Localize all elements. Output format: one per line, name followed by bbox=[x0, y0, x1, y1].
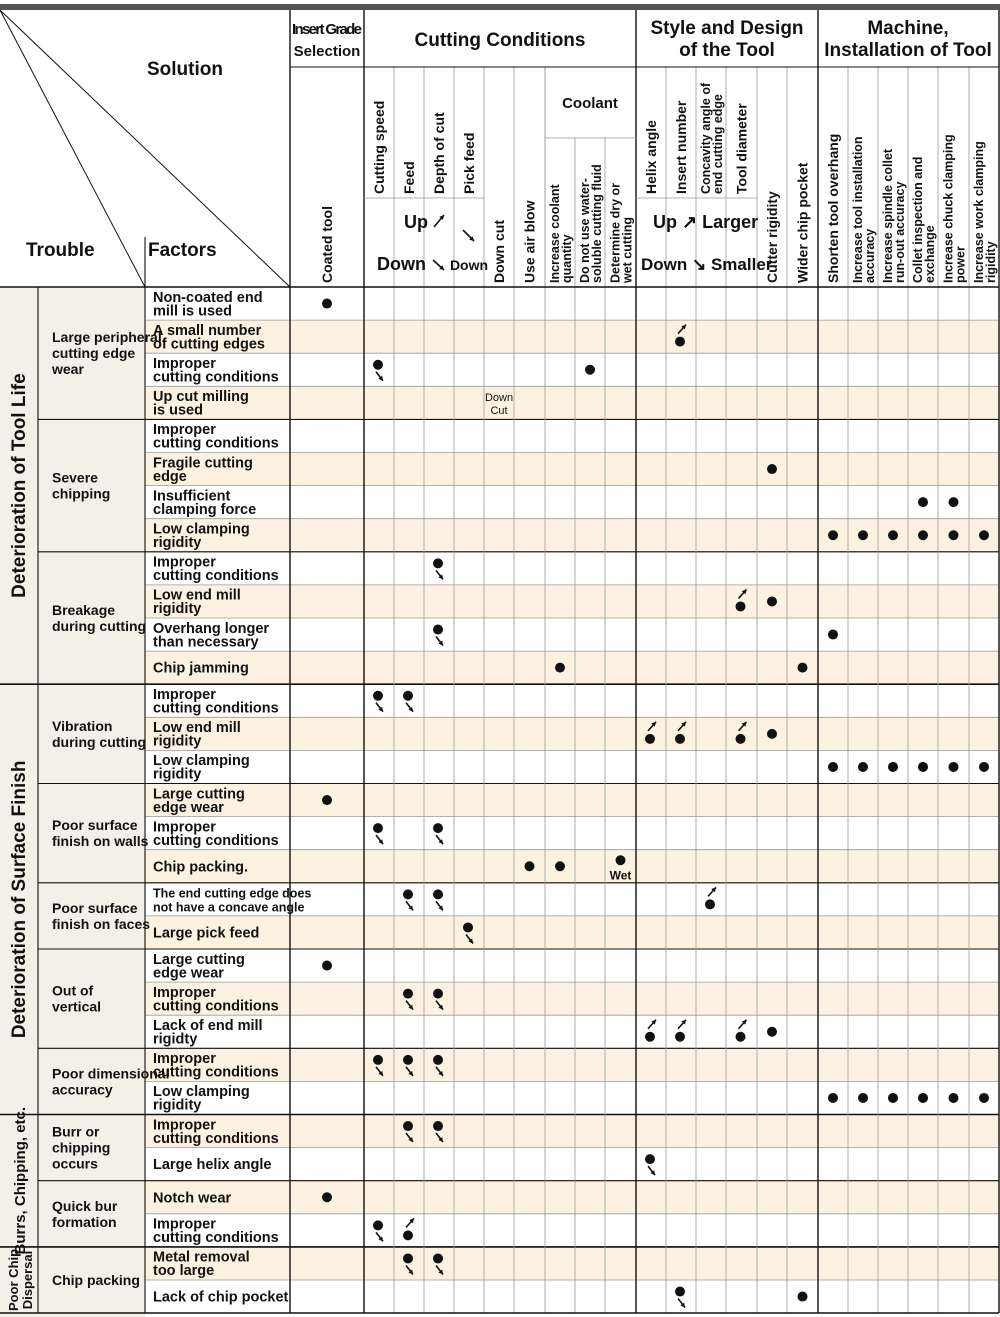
factor-label: Improper bbox=[153, 687, 216, 703]
mark-dot bbox=[616, 855, 626, 865]
category-label: Poor Chip bbox=[6, 1248, 21, 1312]
column-header: Feed bbox=[401, 161, 417, 194]
mark-dot bbox=[949, 530, 959, 540]
trouble-name: finish on walls bbox=[52, 833, 149, 850]
column-header: quantity bbox=[560, 234, 574, 283]
mark-note: Down bbox=[484, 391, 514, 404]
column-header: Increase coolant bbox=[548, 184, 562, 283]
factor-label: cutting conditions bbox=[153, 700, 279, 717]
factor-label: A small number bbox=[153, 322, 262, 339]
factor-label: cutting conditions bbox=[153, 369, 279, 386]
mark-down-dot bbox=[645, 1154, 655, 1164]
trouble-label: Trouble bbox=[26, 240, 95, 261]
row-band bbox=[145, 386, 1000, 419]
factor-label: Improper bbox=[153, 819, 216, 836]
mark-dot bbox=[888, 762, 898, 772]
mark-down-dot bbox=[433, 1121, 443, 1131]
down-label: Down bbox=[377, 254, 426, 274]
category-label: Deterioration of Tool Life bbox=[9, 373, 30, 598]
mark-dot bbox=[828, 1093, 838, 1103]
mark-dot bbox=[828, 762, 838, 772]
factor-label: edge bbox=[153, 468, 187, 485]
trouble-name: formation bbox=[52, 1213, 117, 1230]
column-header: Wider chip pocket bbox=[794, 162, 811, 283]
group-title: Insert Grade bbox=[292, 21, 362, 38]
mark-dot bbox=[322, 299, 332, 309]
factor-label: Fragile cutting bbox=[153, 455, 253, 472]
category-label: Deterioration of Surface Finish bbox=[9, 760, 30, 1039]
trouble-name: Burr or bbox=[52, 1123, 100, 1140]
trouble-name: Poor surface bbox=[52, 899, 138, 916]
mark-down-dot bbox=[373, 823, 383, 833]
factor-label: Low clamping bbox=[153, 1084, 250, 1101]
factor-label: cutting conditions bbox=[153, 998, 279, 1015]
mark-down-dot bbox=[373, 691, 383, 701]
mark-dot bbox=[555, 663, 565, 673]
column-header: Collet inspection and bbox=[911, 156, 925, 283]
mark-dot bbox=[918, 762, 928, 772]
column-header: wet cutting bbox=[620, 217, 635, 283]
mark-dot bbox=[979, 1093, 989, 1103]
row-band bbox=[145, 850, 1000, 883]
mark-up-dot bbox=[736, 734, 746, 744]
trouble-name: during cutting bbox=[52, 618, 147, 634]
factor-label: rigidity bbox=[153, 1097, 202, 1114]
factor-label: Improper bbox=[153, 1117, 216, 1134]
column-header: Helix angle bbox=[643, 120, 659, 194]
factor-label: Large helix angle bbox=[153, 1157, 272, 1174]
mark-down-dot bbox=[373, 1220, 383, 1230]
trouble-name: Vibration bbox=[52, 717, 113, 734]
column-header: Depth of cut bbox=[431, 112, 447, 194]
mark-dot bbox=[828, 530, 838, 540]
factor-label: rigidity bbox=[153, 535, 202, 551]
factor-label: Chip packing. bbox=[153, 859, 249, 876]
column-header: Determine dry or bbox=[608, 182, 623, 283]
mark-dot bbox=[918, 1093, 928, 1103]
factor-label: not have a concave angle bbox=[153, 900, 305, 915]
mark-up-dot bbox=[705, 899, 715, 909]
column-header: Increase tool installation bbox=[851, 136, 865, 283]
mark-up-dot bbox=[736, 1032, 746, 1042]
factor-label: Low end mill bbox=[153, 720, 241, 737]
mark-up-dot bbox=[645, 734, 655, 744]
mark-up-dot bbox=[675, 337, 685, 347]
factor-label: Metal removal bbox=[153, 1249, 250, 1266]
trouble-name: Quick bur bbox=[52, 1197, 118, 1214]
factor-label: cutting conditions bbox=[153, 435, 279, 452]
row-band bbox=[145, 717, 1000, 750]
column-header: Coated tool bbox=[319, 206, 335, 283]
mark-down-dot bbox=[403, 989, 413, 999]
mark-dot bbox=[767, 464, 777, 474]
mark-dot bbox=[525, 861, 535, 871]
trouble-name: Poor surface bbox=[52, 817, 138, 834]
column-header: Cutting speed bbox=[371, 100, 387, 194]
mark-dot bbox=[918, 530, 928, 540]
mark-dot bbox=[888, 530, 898, 540]
row-band bbox=[145, 320, 1000, 353]
row-band bbox=[145, 585, 1000, 618]
trouble-name: accuracy bbox=[52, 1081, 113, 1098]
mark-dot bbox=[858, 1093, 868, 1103]
mark-up-dot bbox=[645, 1032, 655, 1042]
pick-down-label: Down bbox=[449, 257, 489, 273]
column-header: exchange bbox=[923, 225, 937, 283]
mark-dot bbox=[949, 1093, 959, 1103]
trouble-name: chipping bbox=[52, 1139, 111, 1156]
mark-down-dot bbox=[433, 989, 443, 999]
factor-label: Up cut milling bbox=[153, 389, 249, 406]
column-header: end cutting edge bbox=[711, 94, 725, 194]
factor-label: rigidity bbox=[153, 601, 202, 618]
mark-down-dot bbox=[433, 1055, 443, 1065]
trouble-name: vertical bbox=[52, 998, 102, 1015]
mark-down-dot bbox=[433, 823, 443, 833]
mark-dot bbox=[979, 762, 989, 772]
group-title: of the Tool bbox=[679, 40, 775, 61]
column-header: Pick feed bbox=[461, 132, 477, 194]
mark-dot bbox=[585, 365, 595, 375]
factor-label: Improper bbox=[153, 984, 216, 1001]
factor-label: Low end mill bbox=[153, 587, 241, 604]
mark-dot bbox=[322, 961, 332, 971]
coolant-label: Coolant bbox=[562, 95, 618, 112]
mark-down-dot bbox=[433, 625, 443, 635]
factor-label: cutting conditions bbox=[153, 1230, 279, 1247]
trouble-name: during cutting bbox=[52, 733, 147, 750]
trouble-name: Breakage bbox=[52, 602, 116, 618]
mark-dot bbox=[767, 596, 777, 606]
group-title: Machine, bbox=[867, 18, 949, 39]
mark-down-dot bbox=[433, 1253, 443, 1263]
mark-dot bbox=[798, 663, 808, 673]
factor-label: than necessary bbox=[153, 634, 259, 651]
mark-up-dot bbox=[403, 1230, 413, 1240]
trouble-name: Out of bbox=[52, 982, 94, 999]
column-header: Insert number bbox=[673, 100, 689, 194]
factor-label: is used bbox=[153, 402, 203, 419]
factor-label: Improper bbox=[153, 1051, 216, 1068]
factor-label: Large cutting bbox=[153, 786, 245, 803]
column-header: Concavity angle of bbox=[699, 82, 713, 194]
factor-label: mill is used bbox=[153, 303, 232, 320]
column-header: Tool diameter bbox=[733, 103, 750, 194]
row-band bbox=[145, 1247, 1000, 1280]
top-bar bbox=[0, 4, 1000, 10]
factor-label: too large bbox=[153, 1263, 215, 1280]
trouble-name: Poor dimensional bbox=[52, 1065, 170, 1082]
mark-dot bbox=[798, 1292, 808, 1302]
mark-dot bbox=[767, 729, 777, 739]
column-header: Shorten tool overhang bbox=[825, 133, 841, 283]
mark-note: Wet bbox=[609, 868, 632, 883]
mark-dot bbox=[949, 497, 959, 507]
mark-down-dot bbox=[403, 1253, 413, 1263]
mark-note: Cut bbox=[490, 404, 508, 417]
mark-down-dot bbox=[403, 691, 413, 701]
mark-down-dot bbox=[433, 889, 443, 899]
column-header: Increase spindle collet bbox=[881, 148, 895, 283]
column-header: power bbox=[953, 246, 968, 283]
factor-label: Overhang longer bbox=[153, 620, 270, 637]
mark-down-dot bbox=[675, 1287, 685, 1297]
column-header: Down cut bbox=[491, 220, 507, 283]
mark-up-dot bbox=[675, 1032, 685, 1042]
row-band bbox=[145, 916, 1000, 949]
trouble-name: Chip packing bbox=[52, 1272, 140, 1288]
column-header: Do not use water- bbox=[578, 178, 592, 283]
factor-label: The end cutting edge does bbox=[153, 886, 312, 901]
group-title: Installation of Tool bbox=[824, 40, 992, 61]
factor-label: rigidity bbox=[153, 766, 202, 783]
factor-label: Non-coated end bbox=[153, 289, 263, 306]
row-band bbox=[145, 1181, 1000, 1214]
mark-dot bbox=[858, 762, 868, 772]
factor-label: clamping force bbox=[153, 501, 257, 518]
mark-dot bbox=[979, 530, 989, 540]
factor-label: Improper bbox=[153, 422, 216, 439]
mark-dot bbox=[555, 861, 565, 871]
trouble-name: Severe bbox=[52, 469, 98, 486]
factor-label: Improper bbox=[153, 554, 216, 571]
factor-label: of cutting edges bbox=[153, 336, 265, 353]
factor-label: cutting conditions bbox=[153, 832, 279, 849]
factor-label: Low clamping bbox=[153, 753, 250, 770]
group-title: Style and Design bbox=[650, 18, 804, 39]
column-header: soluble cutting fluid bbox=[590, 164, 604, 283]
row-band bbox=[145, 519, 1000, 552]
factors-label: Factors bbox=[148, 240, 217, 261]
mark-dot bbox=[858, 530, 868, 540]
up-label: Up bbox=[404, 212, 428, 232]
trouble-name: chipping bbox=[52, 485, 111, 502]
mark-down-dot bbox=[373, 360, 383, 370]
factor-label: cutting conditions bbox=[153, 1064, 279, 1081]
factor-label: edge wear bbox=[153, 965, 224, 982]
factor-label: Lack of end mill bbox=[153, 1018, 263, 1034]
group-title: Selection bbox=[293, 43, 361, 60]
column-header: accuracy bbox=[863, 228, 877, 283]
factor-label: Notch wear bbox=[153, 1190, 232, 1207]
mark-dot bbox=[322, 795, 332, 805]
factor-label: edge wear bbox=[153, 799, 224, 816]
trouble-name: wear bbox=[52, 361, 84, 378]
factor-label: Improper bbox=[153, 1216, 216, 1233]
mark-dot bbox=[828, 630, 838, 640]
factor-label: rigidty bbox=[153, 1031, 198, 1048]
factor-label: Large pick feed bbox=[153, 925, 260, 942]
column-header: Increase work clamping bbox=[972, 141, 986, 283]
factor-label: rigidity bbox=[153, 733, 202, 750]
trouble-name: cutting edge bbox=[52, 345, 136, 362]
trouble-name: occurs bbox=[52, 1155, 98, 1172]
column-header: Use air blow bbox=[521, 200, 538, 283]
mark-dot bbox=[918, 497, 928, 507]
factor-label: Lack of chip pocket bbox=[153, 1289, 289, 1306]
mark-dot bbox=[767, 1027, 777, 1037]
mark-dot bbox=[888, 1093, 898, 1103]
mark-up-dot bbox=[675, 734, 685, 744]
factor-label: Insufficient bbox=[153, 488, 231, 505]
factor-label: Chip jamming bbox=[153, 660, 249, 677]
mark-down-dot bbox=[403, 1121, 413, 1131]
trouble-name: Large peripheral bbox=[52, 329, 162, 346]
mark-dot bbox=[949, 762, 959, 772]
column-header: Increase chuck clamping bbox=[941, 134, 956, 283]
solution-label: Solution bbox=[147, 59, 223, 80]
category-label: Burrs, Chipping, etc. bbox=[12, 1106, 29, 1255]
group-title: Cutting Conditions bbox=[414, 30, 586, 51]
category-label: Dispersal bbox=[20, 1250, 35, 1310]
factor-label: Large cutting bbox=[153, 951, 245, 968]
row-band bbox=[145, 453, 1000, 486]
mark-up-dot bbox=[736, 601, 746, 611]
mark-dot bbox=[322, 1192, 332, 1202]
mark-down-dot bbox=[463, 922, 473, 932]
larger-label: Up ↗ Larger bbox=[653, 212, 759, 232]
factor-label: Improper bbox=[153, 356, 216, 372]
row-band bbox=[145, 784, 1000, 817]
column-header: run-out accuracy bbox=[893, 181, 907, 283]
factor-label: cutting conditions bbox=[153, 568, 279, 585]
mark-down-dot bbox=[373, 1055, 383, 1065]
row-band bbox=[145, 651, 1000, 684]
smaller-label: Down ↘ Smaller bbox=[641, 255, 773, 274]
factor-label: cutting conditions bbox=[153, 1130, 279, 1147]
mark-down-dot bbox=[403, 889, 413, 899]
column-header: rigidity bbox=[984, 241, 998, 283]
factor-label: Low clamping bbox=[153, 521, 250, 538]
column-header: Cutter rigidity bbox=[764, 191, 780, 283]
trouble-name: finish on faces bbox=[52, 915, 151, 932]
mark-down-dot bbox=[433, 558, 443, 568]
mark-down-dot bbox=[403, 1055, 413, 1065]
